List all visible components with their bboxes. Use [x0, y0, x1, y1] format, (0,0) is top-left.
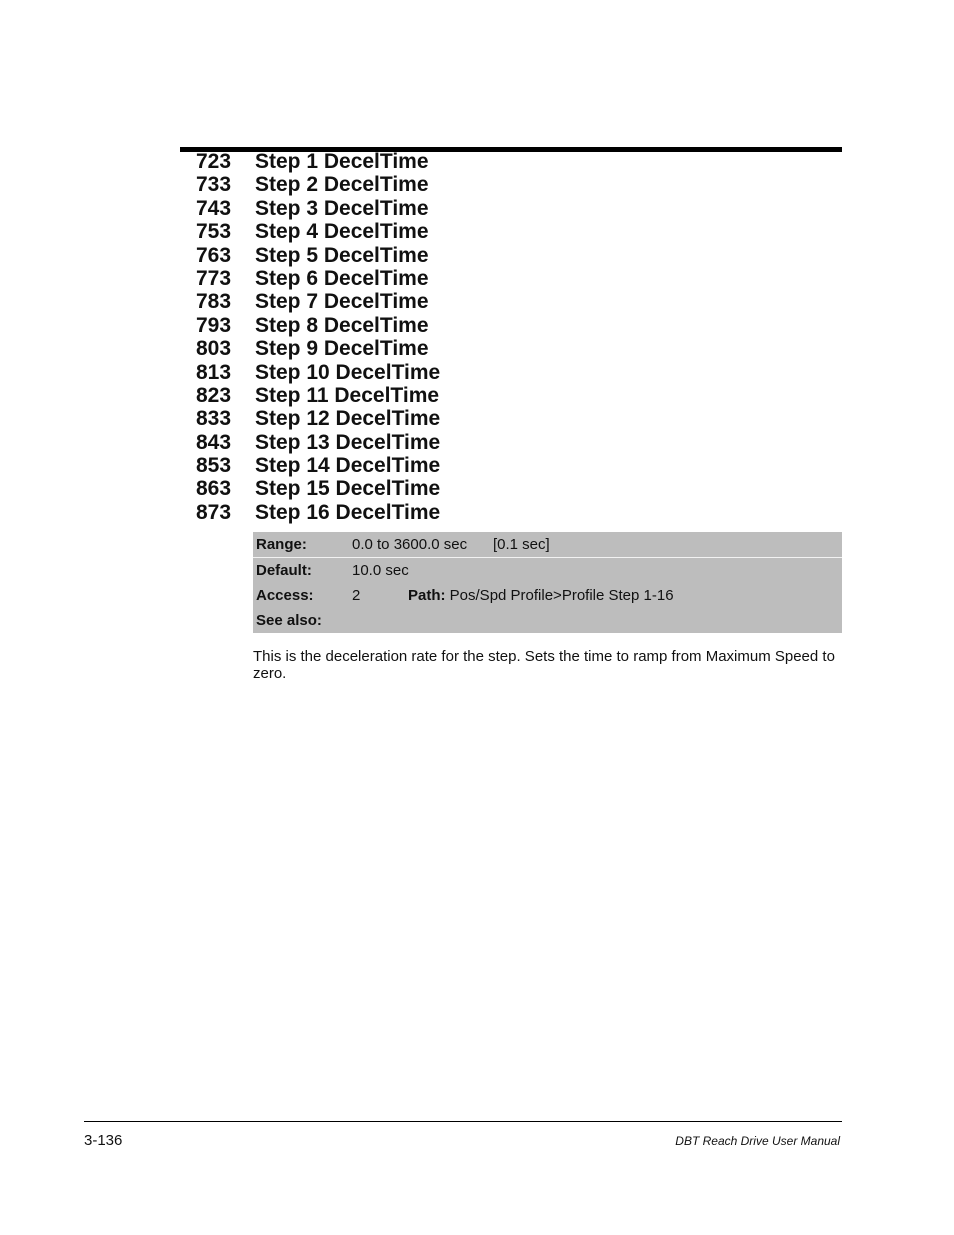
parameter-name: Step 2 DecelTime	[255, 173, 429, 197]
parameter-name: Step 11 DecelTime	[255, 383, 440, 407]
parameter-row	[196, 173, 440, 196]
parameter-row	[196, 431, 440, 454]
parameter-row	[196, 150, 440, 173]
access-label: Access:	[256, 587, 314, 604]
parameter-name: Step 15 DecelTime	[255, 477, 441, 501]
parameter-number: 743	[196, 196, 232, 220]
parameter-row	[196, 384, 440, 407]
parameter-name: Step 16 DecelTime	[255, 500, 441, 524]
parameter-row	[196, 454, 440, 477]
parameter-name: Step 7 DecelTime	[255, 290, 429, 314]
range-row	[253, 532, 842, 558]
manual-title: DBT Reach Drive User Manual	[675, 1134, 840, 1148]
parameter-row	[196, 267, 440, 290]
see-also-label: See also:	[256, 612, 322, 629]
path-label: Path:	[408, 587, 446, 604]
parameter-row	[196, 337, 440, 360]
parameter-number: 733	[196, 173, 232, 197]
parameter-number: 813	[196, 360, 232, 384]
parameter-number: 783	[196, 290, 232, 314]
parameter-row	[196, 197, 440, 220]
parameter-number: 863	[196, 477, 232, 501]
parameter-name: Step 9 DecelTime	[255, 337, 429, 361]
parameter-number: 843	[196, 430, 232, 454]
parameter-number: 773	[196, 266, 232, 290]
range-value: 0.0 to 3600.0 sec	[352, 536, 468, 553]
parameter-number: 803	[196, 337, 232, 361]
parameter-number: 793	[196, 313, 232, 337]
parameter-row	[196, 407, 440, 430]
parameter-row	[196, 501, 440, 524]
path-field	[408, 583, 674, 608]
parameter-name: Step 10 DecelTime	[255, 360, 441, 384]
parameter-row	[196, 477, 440, 500]
parameter-row	[196, 290, 440, 313]
parameter-number: 823	[196, 383, 232, 407]
range-resolution: [0.1 sec]	[493, 536, 550, 553]
default-row	[253, 558, 842, 583]
parameter-name: Step 8 DecelTime	[255, 313, 429, 337]
parameter-number: 833	[196, 407, 232, 431]
see-also-row	[253, 608, 842, 633]
footer-rule	[84, 1121, 842, 1122]
parameter-number: 873	[196, 500, 232, 524]
parameter-row	[196, 220, 440, 243]
parameter-name: Step 12 DecelTime	[255, 407, 441, 431]
parameter-number: 763	[196, 243, 232, 267]
parameter-name: Step 4 DecelTime	[255, 220, 429, 244]
parameter-description: This is the deceleration rate for the step. Sets the time to ramp from Maximum Speed to zero.	[253, 648, 835, 682]
range-label: Range:	[256, 536, 307, 553]
default-value: 10.0 sec	[352, 562, 409, 579]
parameter-name: Step 6 DecelTime	[255, 266, 429, 290]
default-label: Default:	[256, 562, 312, 579]
parameter-list	[196, 150, 440, 524]
parameter-info-box	[253, 532, 842, 633]
parameter-name: Step 3 DecelTime	[255, 196, 429, 220]
path-value: Pos/Spd Profile>Profile Step 1-16	[449, 587, 674, 604]
page-number: 3-136	[84, 1132, 123, 1149]
parameter-number: 853	[196, 454, 232, 478]
parameter-name: Step 14 DecelTime	[255, 454, 441, 478]
parameter-row	[196, 361, 440, 384]
parameter-name: Step 5 DecelTime	[255, 243, 429, 267]
access-row	[253, 583, 842, 608]
parameter-row	[196, 314, 440, 337]
parameter-row	[196, 244, 440, 267]
parameter-name: Step 1 DecelTime	[255, 150, 429, 173]
parameter-name: Step 13 DecelTime	[255, 430, 441, 454]
access-value: 2	[352, 587, 361, 604]
parameter-number: 723	[196, 150, 232, 173]
parameter-number: 753	[196, 220, 232, 244]
